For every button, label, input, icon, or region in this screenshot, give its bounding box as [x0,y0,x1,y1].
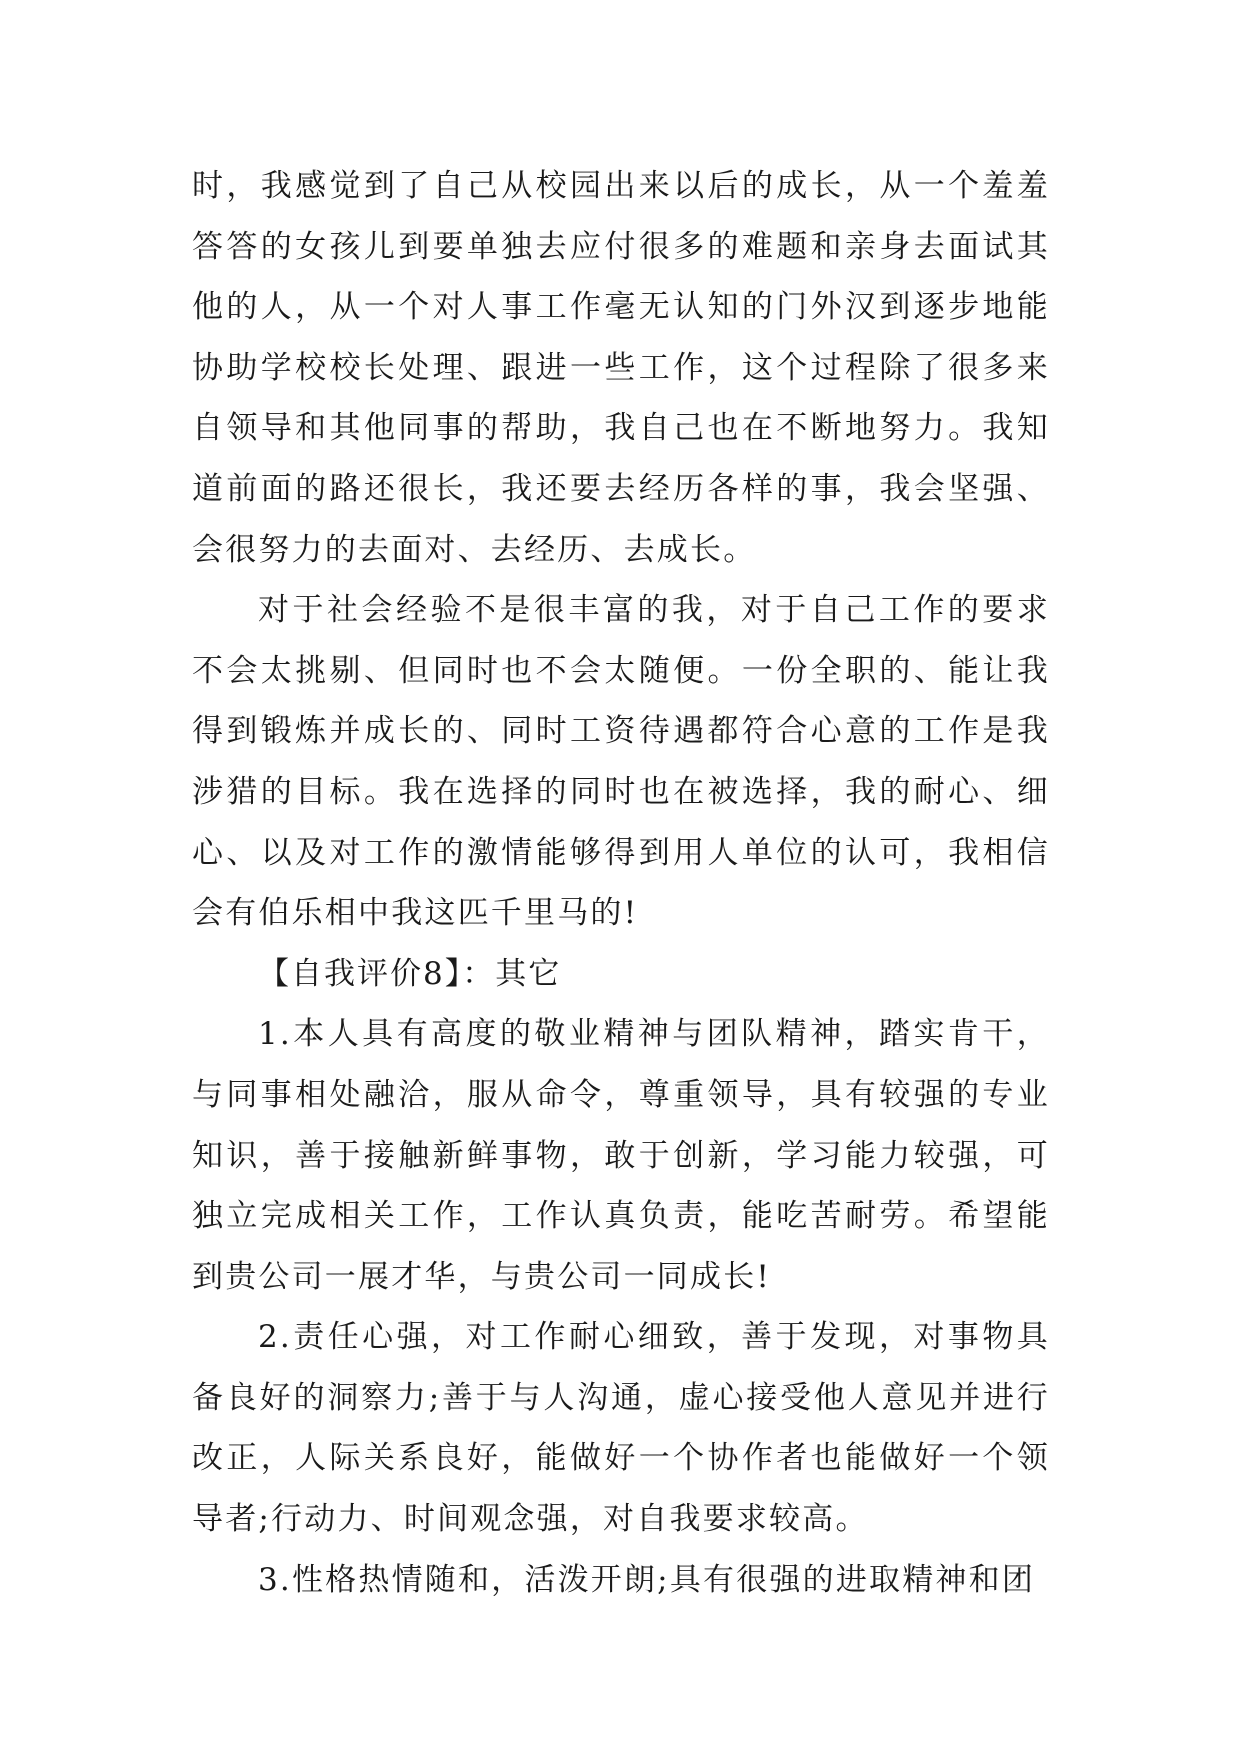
paragraph-job-goal: 对于社会经验不是很丰富的我，对于自己工作的要求不会太挑剔、但同时也不会太随便。一份全职的、能让我得到锻炼并成长的、同时工资待遇都符合心意的工作是我涉猎的目标。我在选择的同时也在被选择，我的耐心、细心、以及对工作的激情能够得到用人单位的认可，我相信会有伯乐相中我这匹千里马的! [192,592,1050,932]
section-heading-self-evaluation-8: 【自我评价8】：其它 [258,955,562,992]
paragraph-growth: 时，我感觉到了自己从校园出来以后的成长，从一个羞羞答答的女孩儿到要单独去应付很多的难题和亲身去面试其他的人，从一个对人事工作毫无认知的门外汉到逐步地能协助学校校长处理、跟进一些工作，这个过程除了很多来自领导和其他同事的帮助，我自己也在不断地努力。我知道前面的路还很长，我还要去经历各样的事，我会坚强、会很努力的去面对、去经历、去成长。 [192,168,1050,568]
document-body [192,156,1050,1610]
list-item-1: 1.本人具有高度的敬业精神与团队精神，踏实肯干，与同事相处融洽，服从命令，尊重领导，具有较强的专业知识，善于接触新鲜事物，敢于创新，学习能力较强，可独立完成相关工作，工作认真负责，能吃苦耐劳。希望能到贵公司一展才华，与贵公司一同成长! [192,1016,1050,1295]
list-item-2: 2.责任心强，对工作耐心细致，善于发现，对事物具备良好的洞察力;善于与人沟通，虚心接受他人意见并进行改正，人际关系良好，能做好一个协作者也能做好一个领导者;行动力、时间观念强，对自我要求较高。 [192,1319,1050,1538]
list-item-3: 3.性格热情随和，活泼开朗;具有很强的进取精神和团 [258,1561,1036,1598]
